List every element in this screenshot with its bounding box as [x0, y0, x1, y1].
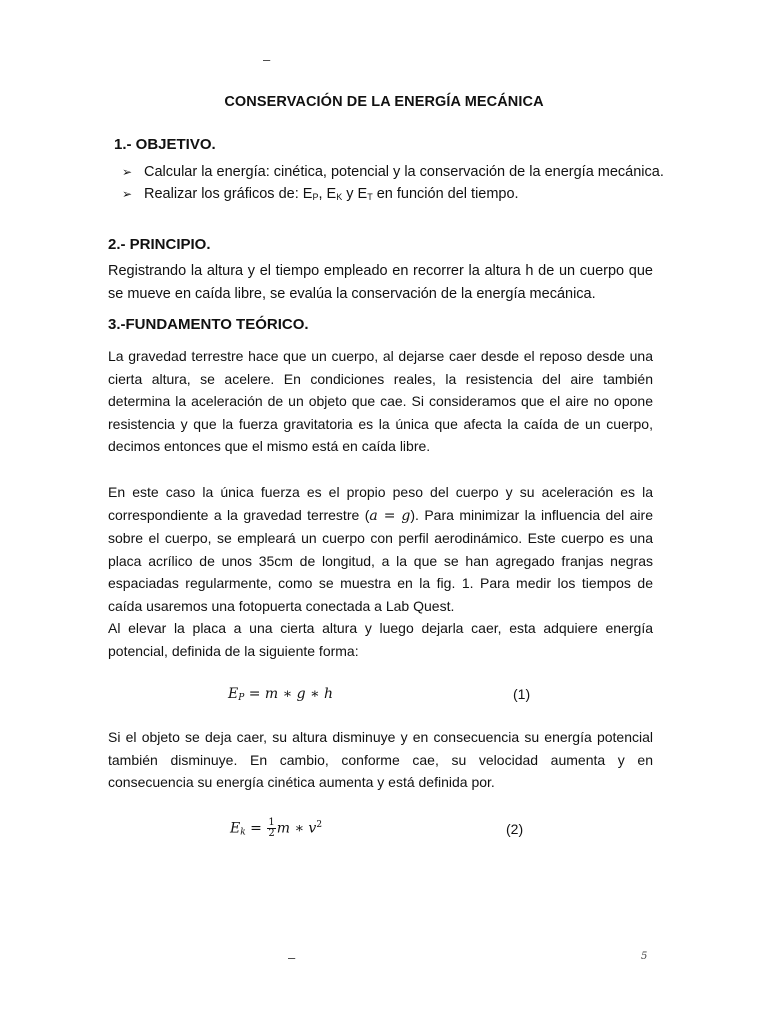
heading-fundamento: 3.-FUNDAMENTO TEÓRICO. [108, 316, 309, 333]
equation-1-number: (1) [513, 686, 531, 702]
objective-text-2: Realizar los gráficos de: $E_P$, $E_K$ y $E_T$ en función del tiempo. [144, 186, 519, 202]
arrow-bullet-icon: ➢ [122, 187, 133, 201]
objective-item-1 [122, 164, 664, 180]
page-number: 5 [641, 951, 648, 962]
fundamento-paragraph-4: Si el objeto se deja caer, su altura disminuye y en consecuencia su energía potencial también disminuye. En cambio, conforme cae, su velocidad aumenta y en consecuencia su energía cinética aumenta y está definida por. [108, 729, 653, 790]
equation-2-number: (2) [506, 821, 524, 837]
heading-principio: 2.- PRINCIPIO. [108, 236, 211, 253]
equation-2: $E_k$ = $\frac{1}{2}$ m ∗ $v^2$ [230, 817, 323, 839]
principio-text: Registrando la altura y el tiempo empleado en recorrer la altura h de un cuerpo que se mueve en caída libre, se evalúa la conservación de la energía mecánica. [108, 263, 653, 302]
footer-dash: – [288, 950, 296, 965]
arrow-bullet-icon: ➢ [122, 165, 133, 179]
heading-objetivo: 1.- OBJETIVO. [114, 136, 216, 153]
fundamento-paragraph-2: En este caso la única fuerza es el propio peso del cuerpo y su aceleración es la correspondiente a la gravedad terrestre (a = g). Para minimizar la influencia del aire sobre el cuerpo, se empleará un cuerpo con perfil aerodinámico. Este cuerpo es una placa acrílico de unos 35cm de longitud, a la que se han agregado franjas negras espaciadas regularmente, como se muestra en la fig. 1. Para medir los tiempos de caída usaremos una fotopuerta conectada a Lab Quest. [108, 484, 653, 614]
equation-1: $E_P = m$ ∗ g ∗ h [228, 686, 334, 703]
header-dash: – [263, 52, 271, 67]
fundamento-paragraph-1: La gravedad terrestre hace que un cuerpo, al dejarse caer desde el reposo desde una cierta altura, se acelere. En condiciones reales, la resistencia del aire también determina la aceleración de un objeto que cae. Si consideramos que el aire no opone resistencia y que la fuerza gravitatoria es la única que afecta la caída de un cuerpo, decimos entonces que el mismo está en caída libre. [108, 348, 653, 454]
objective-text-1: Calcular la energía: cinética, potencial y la conservación de la energía mecánica. [144, 164, 664, 180]
page-title: CONSERVACIÓN DE LA ENERGÍA MECÁNICA [224, 94, 544, 110]
fundamento-paragraph-3: Al elevar la placa a una cierta altura y luego dejarla caer, esta adquiere energía potencial, definida de la siguiente forma: [108, 620, 653, 659]
inline-math: a = g [369, 507, 411, 524]
objective-item-2 [122, 186, 519, 202]
